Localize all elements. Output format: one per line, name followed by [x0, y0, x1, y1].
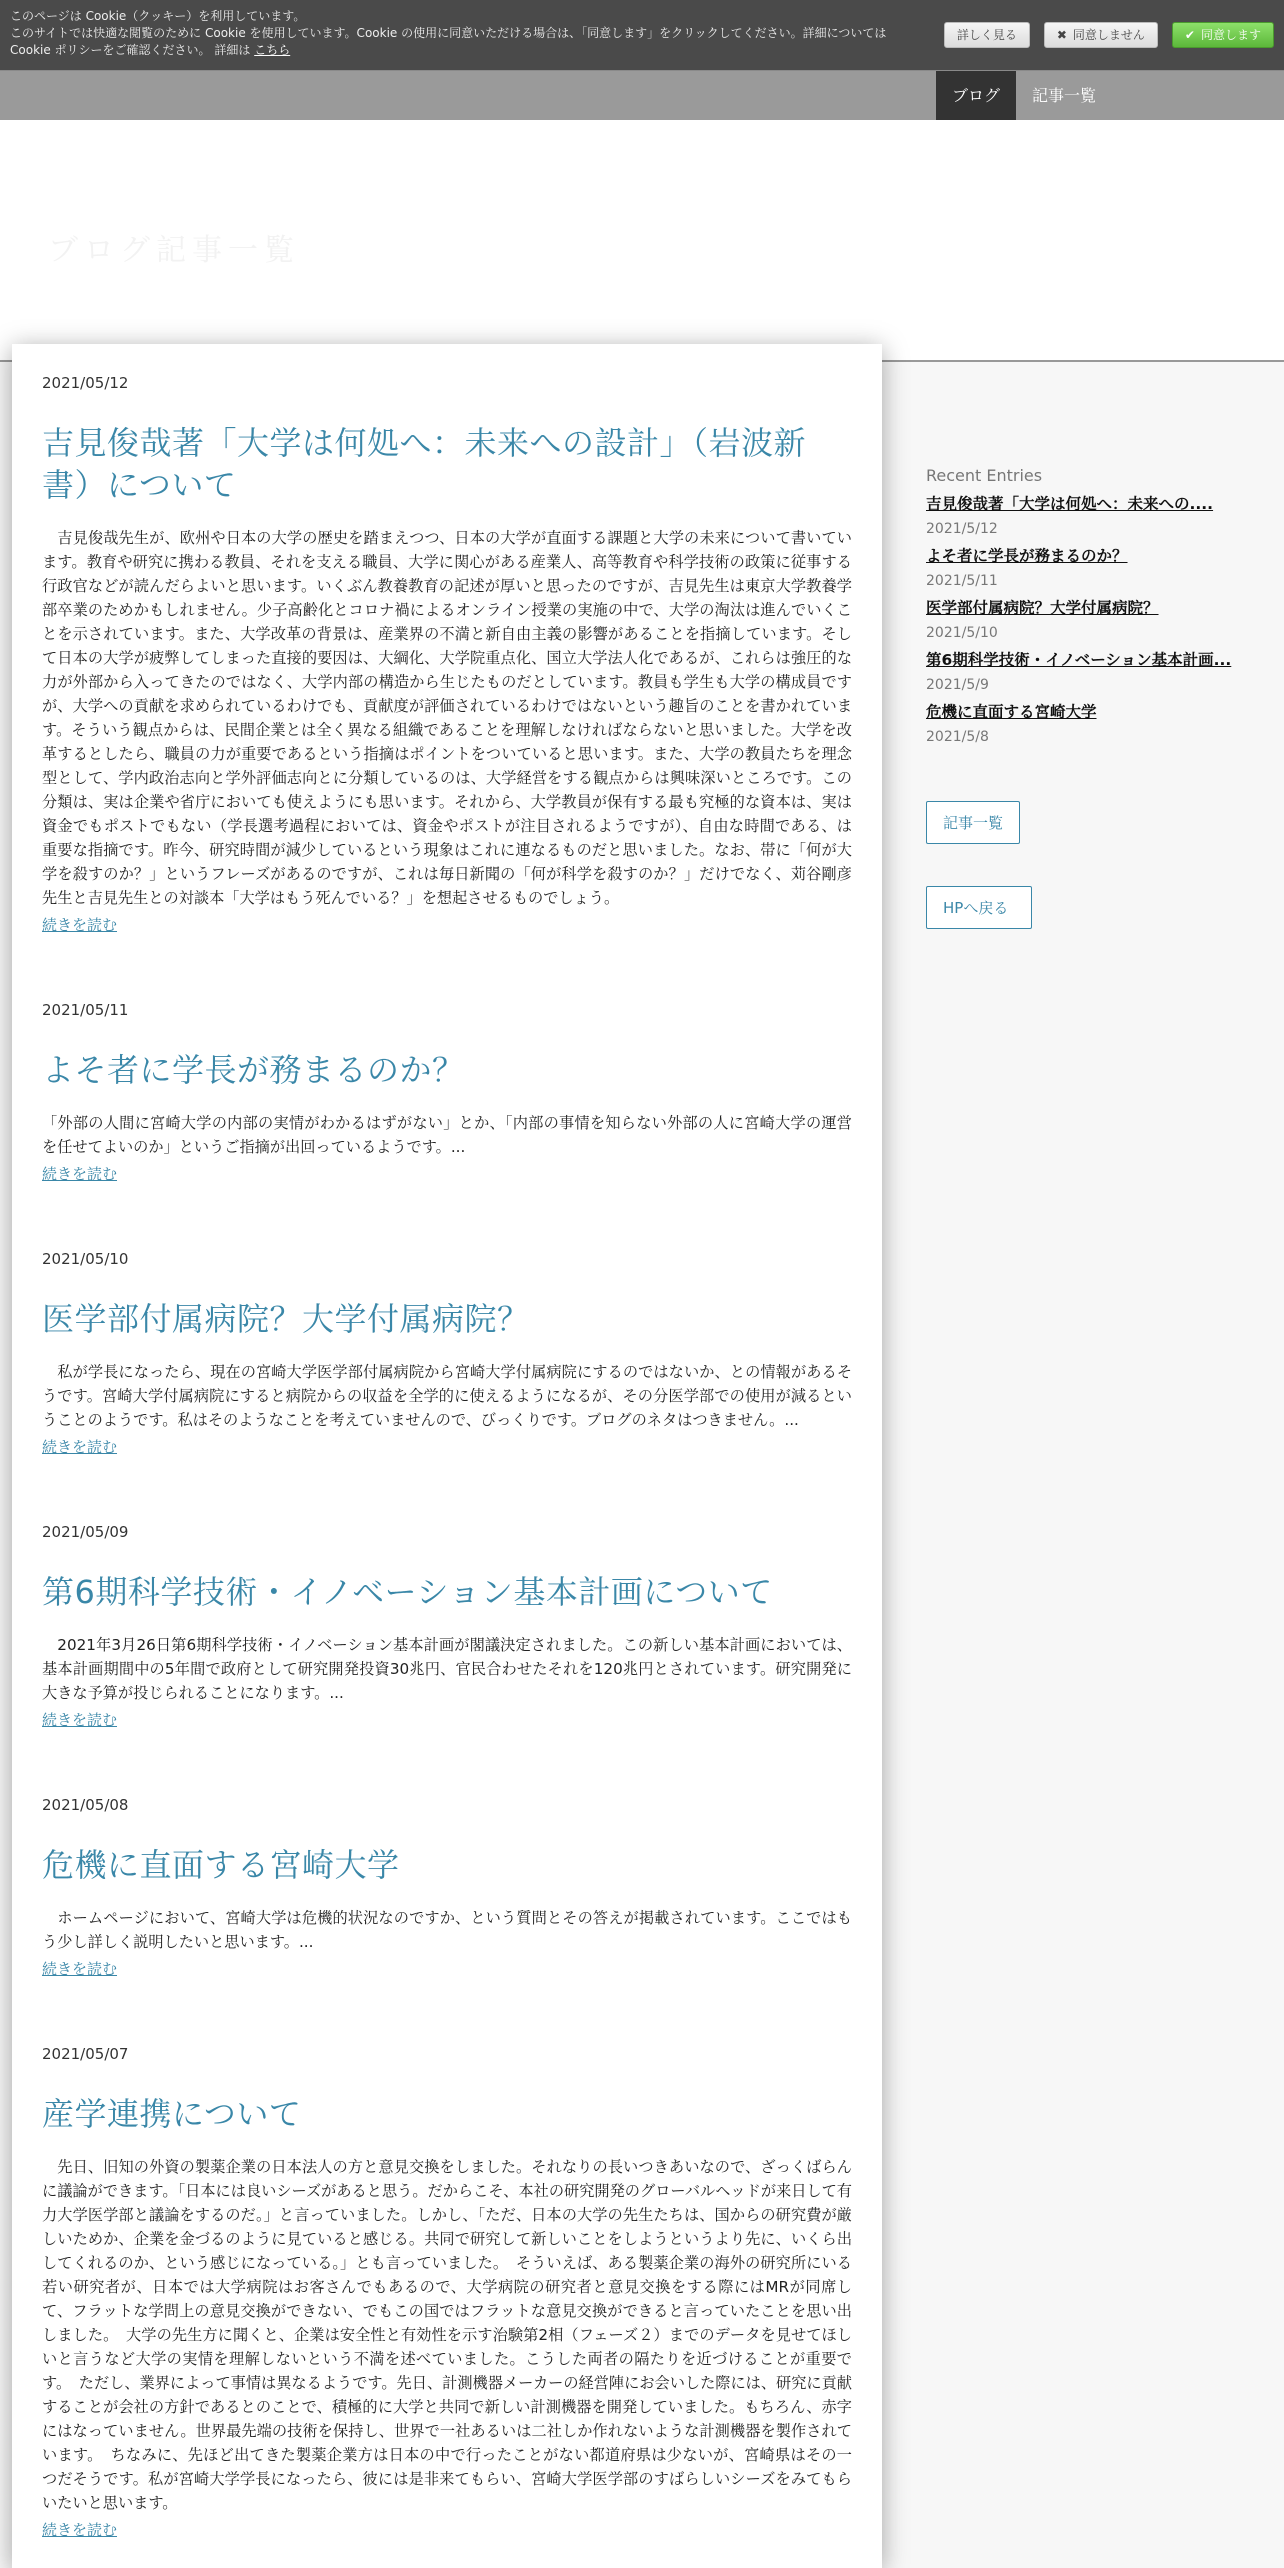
recent-entry-link[interactable]: よそ者に学長が務まるのか？	[926, 547, 1128, 565]
main-content	[12, 344, 882, 2568]
cookie-details-link[interactable]: こちら	[254, 43, 291, 57]
recent-entry-date: 2021/5/11	[926, 573, 998, 589]
recent-entry-link[interactable]: 危機に直面する宮崎大学	[926, 703, 1097, 721]
post-excerpt: 「外部の人間に宮崎大学の内部の実情がわかるはずがない」とか、「内部の事情を知らない外部の人に宮崎大学の運営を任せてよいのか」というご指摘が出回っているようです。...	[42, 1114, 852, 1156]
post-title[interactable]: 産学連携について	[42, 2095, 302, 2133]
cookie-text-line2: このサイトでは快適な閲覧のために Cookie を使用しています。Cookie の使用に同意いただける場合は、「同意します」をクリックしてください。詳細については Cookie ポリシーをご確認ください。 詳細は	[10, 26, 887, 57]
hero-title: ブログ記事一覧	[48, 233, 300, 268]
post-date: 2021/05/07	[42, 2045, 129, 2063]
check-icon: ✔	[1184, 27, 1195, 42]
post-date: 2021/05/09	[42, 1523, 129, 1541]
hero-banner	[0, 120, 1284, 362]
post	[42, 1523, 852, 1730]
post-excerpt: 吉見俊哉先生が、欧州や日本の大学の歴史を踏まえつつ、日本の大学が直面する課題と大学の未来について書いています。教育や研究に携わる教員、それを支える職員、大学に関心がある産業人、高等教育や科学技術の政策に従事する行政官などが読んだらよいと思います。いくぶん教養教育の記述が厚いと思ったのですが、吉見先生は東京大学教養学部卒業のためかもしれません。少子高齢化とコロナ禍によるオンライン授業の実施の中で、大学の淘汰は進んでいくことを示されています。また、大学改革の背景は、産業界の不満と新自由主義の影響があることを指摘しています。そして日本の大学が疲弊してしまった直接的要因は、大綱化、大学院重点化、国立大学法人化であるが、これらは強圧的な力が外部から入ってきたのではなく、大学内部の構造から生じたものだとしています。教員も学生も大学の構成員ですが、大学への貢献を求められているわけでも、貢献度が評価されているわけではないという趣旨のことを書かれています。そういう観点からは、民間企業とは全く異なる組織であることを理解しなければならないと思いました。大学を改革するとしたら、職員の力が重要であるという指摘はポイントをついていると思います。また、大学の教員たちを理念型として、学内政治志向と学外評価志向とに分類しているのは、大学経営をする観点からは興味深いところです。この分類は、実は企業や省庁においても使えようにも思います。それから、大学教員が保有する最も究極的な資本は、実は資金でもポストでもない（学長選考過程においては、資金やポストが注目されるようですが）、自由な時間である、は重要な指摘です。昨今、研究時間が減少しているという現象はこれに連なるものだと思いました。なお、帯に「何が大学を殺すのか？」というフレーズがあるのですが、これは毎日新聞の「何が科学を殺すのか？」だけでなく、苅谷剛彦先生と吉見先生との対談本「大学はもう死んでいる？」を想起させるものでしょう。	[42, 529, 852, 907]
post-date: 2021/05/12	[42, 374, 129, 392]
post-excerpt: 先日、旧知の外資の製薬企業の日本法人の方と意見交換をしました。それなりの長いつきあいなので、ざっくばらんに議論ができます。「日本には良いシーズがあると思う。だからこそ、本社の研究開発のグローバルヘッドが来日して有力大学医学部と議論をするのだ。」と言っていました。しかし、「ただ、日本の大学の先生たちは、国からの研究費が厳しいためか、企業を金づるのように見ていると感じる。共同で研究して新しいことをしようというより先に、いくら出してくれるのか、という感じになっている。」とも言っていました。 そういえば、ある製薬企業の海外の研究所にいる若い研究者が、日本では大学病院はお客さんでもあるので、大学病院の研究者と意見交換をする際にはMRが同席して、フラットな学問上の意見交換ができない、でもこの国ではフラットな意見交換ができると言っていたことを思い出しました。 大学の先生方に聞くと、企業は安全性と有効性を示す治験第2相（フェーズ２）までのデータを見せてほしいと言うなど大学の実情を理解しないという不満を述べていました。こうした両者の隔たりを近づけることが重要です。 ただし、業界によって事情は異なるようです。先日、計測機器メーカーの経営陣にお会いした際には、研究に貢献することが会社の方針であるとのことで、積極的に大学と共同で新しい計測機器を開発していました。もちろん、赤字にはなっていません。世界最先端の技術を保持し、世界で一社あるいは二社しか作れないような計測機器を製作されています。 ちなみに、先ほど出てきた製薬企業方は日本の中で行ったことがない都道府県は少ないが、宮崎県はその一つだそうです。私が宮崎大学学長になったら、彼には是非来てもらい、宮崎大学医学部のすばらしいシーズをみてもらいたいと思います。	[42, 2158, 852, 2512]
recent-entry-date: 2021/5/10	[926, 625, 998, 641]
post-excerpt: 2021年3月26日第6期科学技術・イノベーション基本計画が閣議決定されました。この新しい基本計画においては、基本計画期間中の5年間で政府として研究開発投資30兆円、官民合わせたそれを120兆円とされています。研究開発に大きな予算が投じられることになります。...	[42, 1636, 852, 1702]
post	[42, 2045, 852, 2540]
post	[42, 374, 852, 935]
cookie-text	[10, 8, 930, 59]
read-more-link[interactable]: 続きを読む	[42, 1165, 118, 1183]
article-list-button[interactable]: 記事一覧	[926, 801, 1020, 844]
recent-entry	[926, 493, 1246, 539]
post-excerpt: ホームページにおいて、宮崎大学は危機的状況なのですか、という質問とその答えが掲載されています。ここではもう少し詳しく説明したいと思います。...	[42, 1909, 852, 1951]
cookie-banner	[0, 0, 1284, 70]
recent-entry-date: 2021/5/12	[926, 521, 998, 537]
post-date: 2021/05/08	[42, 1796, 129, 1814]
nav-item-blog[interactable]: ブログ	[936, 71, 1016, 121]
recent-entry	[926, 597, 1246, 643]
navbar	[0, 70, 1284, 120]
recent-entries-heading: Recent Entries	[926, 466, 1043, 485]
post-date: 2021/05/10	[42, 1250, 129, 1268]
post	[42, 1250, 852, 1457]
recent-entry	[926, 701, 1246, 747]
post-title[interactable]: 危機に直面する宮崎大学	[42, 1846, 400, 1884]
recent-entry	[926, 545, 1246, 591]
read-more-link[interactable]: 続きを読む	[42, 916, 118, 934]
nav-items	[936, 71, 1112, 121]
recent-entry-link[interactable]: 吉見俊哉著「大学は何処へ：未来への....	[926, 495, 1214, 513]
nav-item-article-list[interactable]: 記事一覧	[1032, 86, 1097, 105]
post-title[interactable]: 吉見俊哉著「大学は何処へ：未来への設計」（岩波新書）について	[42, 424, 807, 504]
cookie-more-button[interactable]	[944, 22, 1030, 48]
cookie-text-line1: このページは Cookie（クッキー）を利用しています。	[10, 9, 306, 23]
cookie-decline-label: 同意しません	[1072, 27, 1145, 42]
cookie-agree-label: 同意します	[1200, 27, 1261, 42]
recent-entry-link[interactable]: 医学部付属病院？大学付属病院？	[926, 599, 1159, 617]
cookie-agree-button[interactable]	[1172, 22, 1274, 48]
cookie-buttons	[944, 22, 1274, 48]
close-icon: ✖	[1056, 27, 1067, 42]
read-more-link[interactable]: 続きを読む	[42, 1711, 118, 1729]
cookie-more-label: 詳しく見る	[956, 27, 1017, 42]
post	[42, 1001, 852, 1184]
read-more-link[interactable]: 続きを読む	[42, 2521, 118, 2539]
recent-entry-date: 2021/5/9	[926, 677, 989, 693]
post-title[interactable]: よそ者に学長が務まるのか？	[42, 1051, 465, 1089]
post	[42, 1796, 852, 1979]
sidebar	[926, 466, 1246, 929]
cookie-decline-button[interactable]	[1044, 22, 1158, 48]
post-excerpt: 私が学長になったら、現在の宮崎大学医学部付属病院から宮崎大学付属病院にするのではないか、との情報があるそうです。宮崎大学付属病院にすると病院からの収益を全学的に使えるようになるが、その分医学部での使用が減るということのようです。私はそのようなことを考えていませんので、びっくりです。ブログのネタはつきません。...	[42, 1363, 852, 1429]
post-title[interactable]: 第6期科学技術・イノベーション基本計画について	[42, 1573, 773, 1611]
back-to-hp-button[interactable]: HPへ戻る	[926, 886, 1032, 929]
post-title[interactable]: 医学部付属病院？大学付属病院？	[42, 1300, 530, 1338]
recent-entry	[926, 649, 1246, 695]
recent-entry-date: 2021/5/8	[926, 729, 989, 745]
read-more-link[interactable]: 続きを読む	[42, 1438, 118, 1456]
recent-entry-link[interactable]: 第6期科学技術・イノベーション基本計画...	[926, 651, 1232, 669]
post-date: 2021/05/11	[42, 1001, 129, 1019]
read-more-link[interactable]: 続きを読む	[42, 1960, 118, 1978]
